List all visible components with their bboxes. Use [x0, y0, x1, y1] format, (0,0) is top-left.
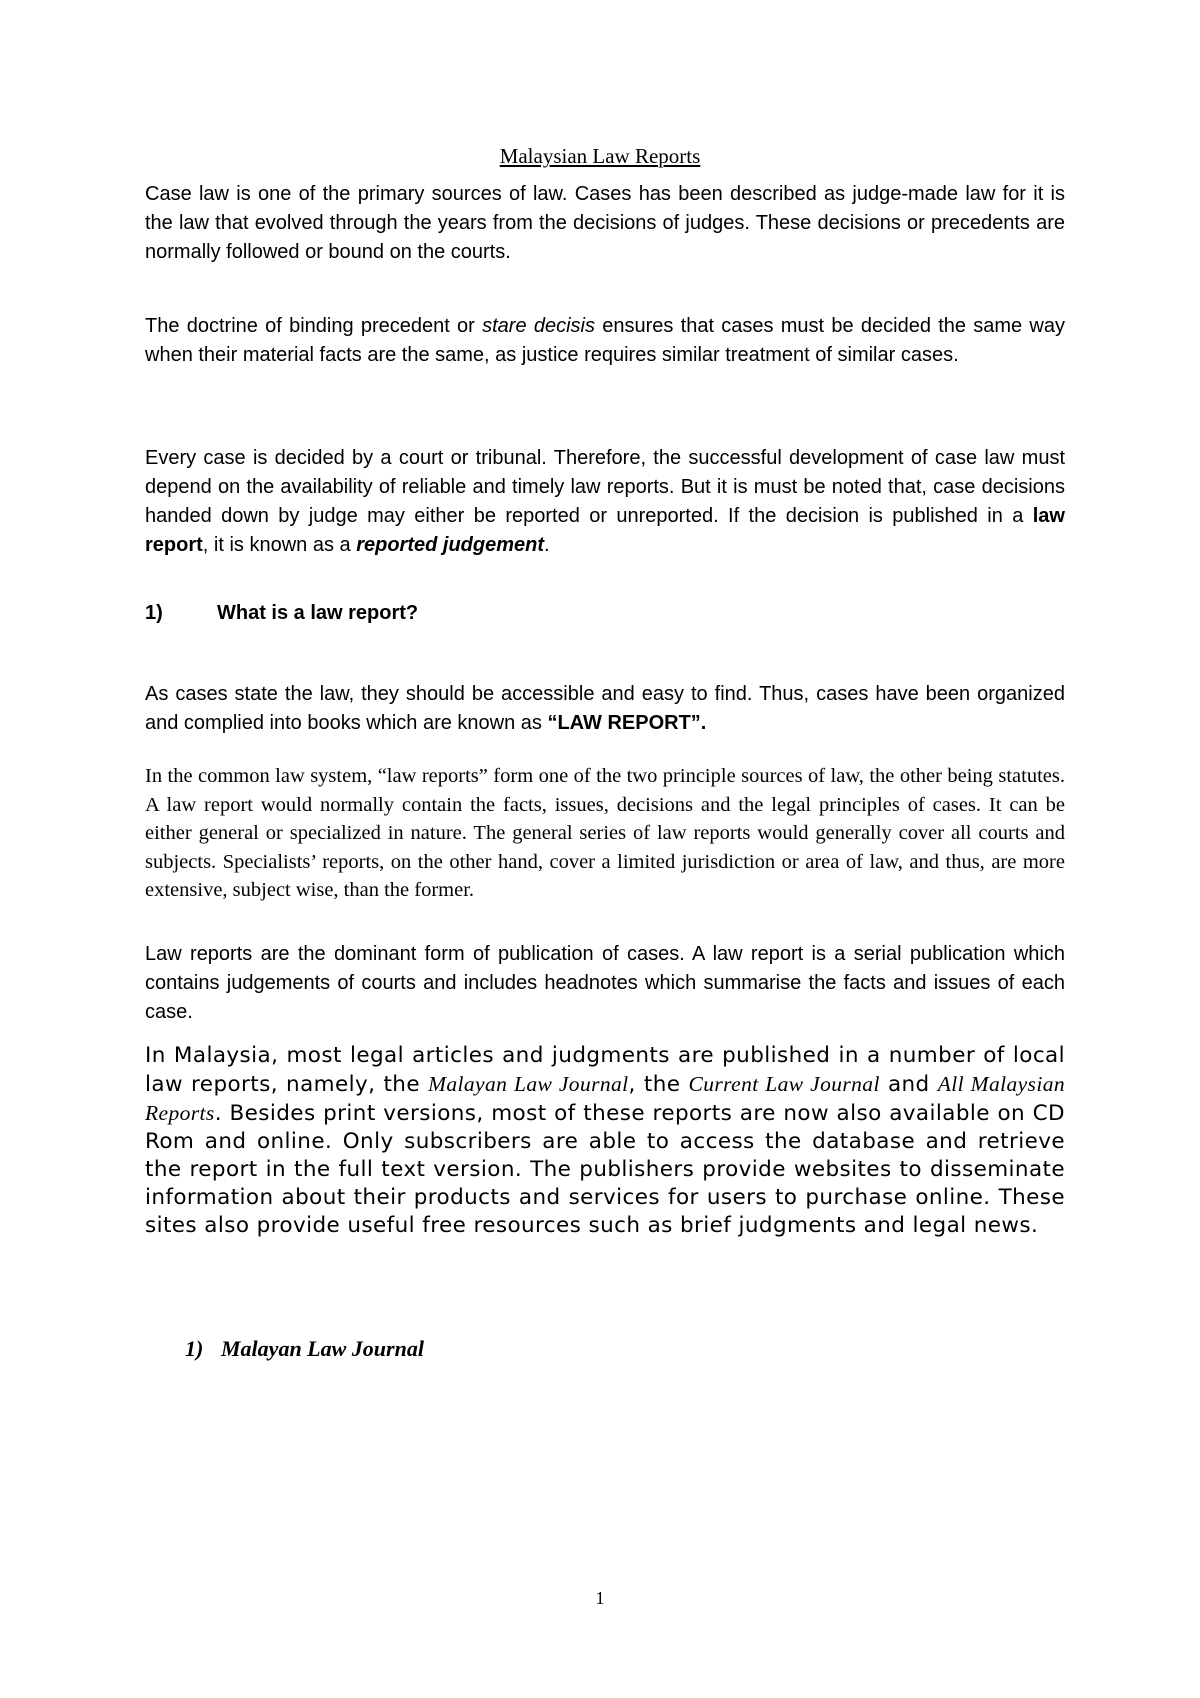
section-title: What is a law report? [217, 602, 419, 624]
document-title: Malaysian Law Reports [499, 144, 701, 168]
paragraph-common-law-system: In the common law system, “law reports” form one of the two principle sources of law, the other being statutes. A law report would normally contain the facts, issues, decisions and the legal principles of cases. It can be either general or specialized in nature. The general series of law reports would generally cover all courts and subjects. Specialists’ reports, on the other hand, cover a limited jurisdiction or area of law, and thus, are more extensive, subject wise, than the former. [145, 765, 1065, 901]
paragraph-case-law: Case law is one of the primary sources of law. Cases has been described as judge-made law for it is the law that evolved through the years from the decisions of judges. These decisions or precedents are normally followed or bound on the courts. [145, 183, 1065, 263]
journal-name: All Malaysian Reports [145, 1072, 1066, 1125]
italic-stare-decisis: stare decisis [482, 315, 595, 337]
section-number: 1) [145, 602, 163, 624]
section-heading-malayan-law-journal [185, 1336, 1105, 1362]
page-number: 1 [595, 1588, 605, 1608]
bold-law-report: law report [145, 505, 1065, 556]
journal-name: Malayan Law Journal [428, 1072, 629, 1096]
paragraph-dominant-form: Law reports are the dominant form of publication of cases. A law report is a serial publication which contains judgements of courts and includes headnotes which summarise the facts and issues of each case. [145, 943, 1065, 1023]
paragraph-in-malaysia: In Malaysia, most legal articles and judgments are published in a number of local law reports, namely, the Malayan Law Journal, the Current Law Journal and All Malaysian Reports. Besides print versions, most of these reports are now also available on CD Rom and online. Only subscribers are able to access the database and retrieve the report in the full text version. The publishers provide websites to disseminate information about their products and services for users to purchase online. These sites also provide useful free resources such as brief judgments and legal news. [145, 1043, 1066, 1238]
paragraph-doctrine: The doctrine of binding precedent or stare decisis ensures that cases must be decided the same way when their material facts are the same, as justice requires similar treatment of similar cases. [145, 315, 1066, 366]
section-number: 1) [185, 1336, 204, 1361]
section-heading-what-is-law-report [145, 602, 1065, 625]
bold-law-report-caps: “LAW REPORT”. [547, 712, 707, 734]
paragraph-cases-state-law: As cases state the law, they should be accessible and easy to find. Thus, cases have been organized and complied into books which are known as “LAW REPORT”. [145, 683, 1065, 734]
section-title: Malayan Law Journal [221, 1336, 424, 1361]
journal-name: Current Law Journal [688, 1072, 880, 1096]
paragraph-every-case: Every case is decided by a court or tribunal. Therefore, the successful development of case law must depend on the availability of reliable and timely law reports. But it is must be noted that, case decisions handed down by judge may either be reported or unreported. If the decision is published in a law report, it is known as a reported judgement. [145, 447, 1065, 556]
bold-italic-reported-judgement: reported judgement [356, 534, 544, 556]
